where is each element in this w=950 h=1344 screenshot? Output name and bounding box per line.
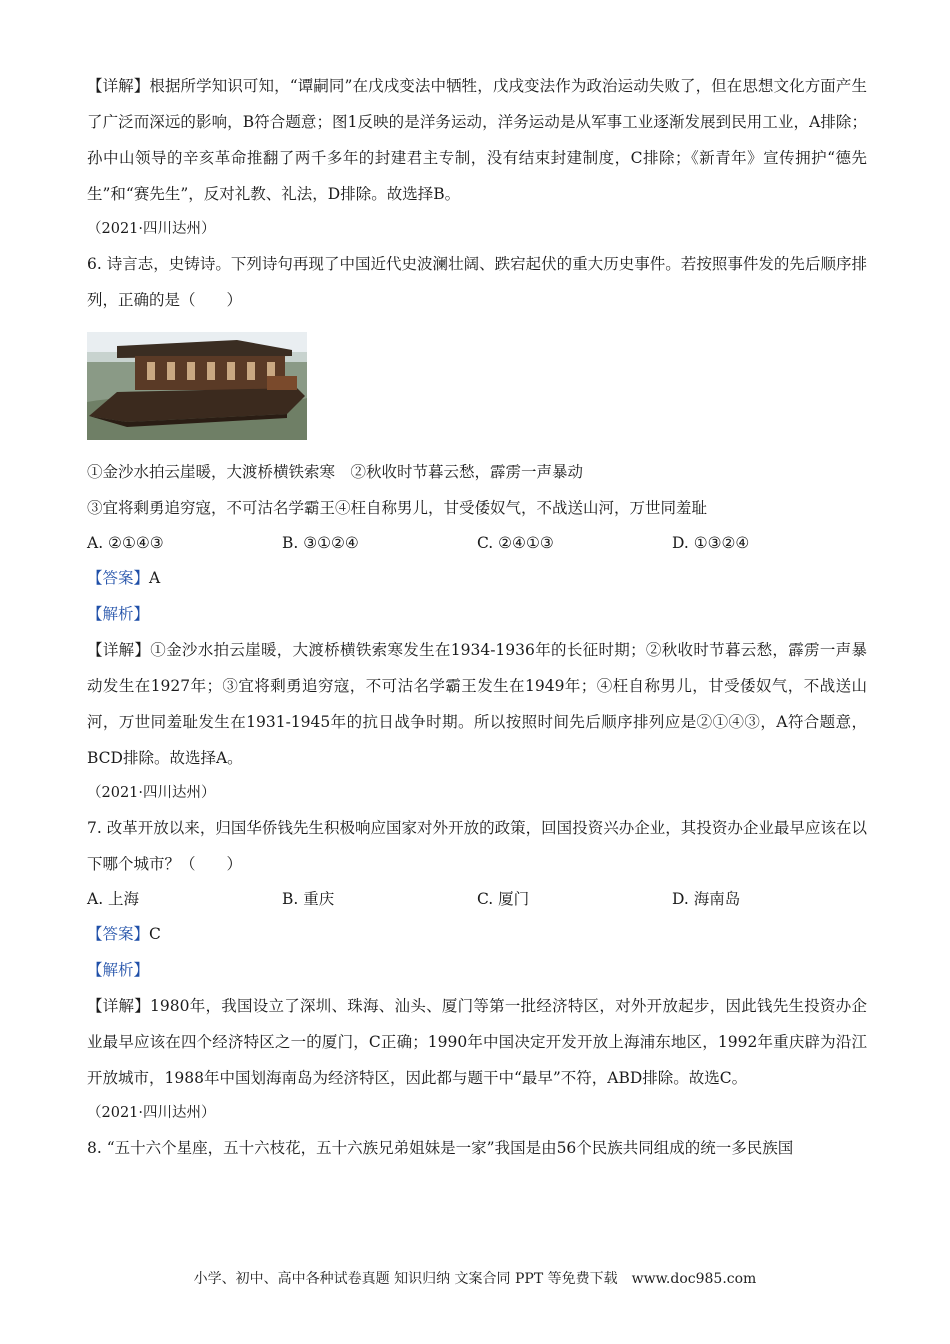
q7-analysis-label: 【解析】 (87, 961, 150, 979)
q7-option-b: B. 重庆 (282, 890, 335, 908)
q8-source: （2021·四川达州） (87, 1105, 216, 1121)
q6-option-c: C. ②④①③ (477, 534, 554, 552)
q7-option-c: C. 厦门 (477, 890, 530, 908)
q6-detail: 【详解】①金沙水拍云崖暖，大渡桥横铁索寒发生在1934-1936年的长征时期；②秋收时节暮云愁，霹雳一声暴动发生在1927年；③宜将剩勇追穷寇，不可沽名学霸王发生在1949年；④枉自称男儿，甘受倭奴气，不战送山河，万世同羞耻发生在1931-1945年的抗日战争时期。所以按照时间先后顺序排列应是②①④③，A符合题意，BCD排除。故选择A。 (87, 641, 867, 767)
q7-stem: 7. 改革开放以来，归国华侨钱先生积极响应国家对外开放的政策，回国投资兴办企业，其投资办企业最早应该在以下哪个城市？（ ） (87, 819, 867, 873)
q6-poem-line-1: ①金沙水拍云崖暖，大渡桥横铁索寒 ②秋收时节暮云愁，霹雳一声暴动 (87, 463, 584, 481)
q6-source: （2021·四川达州） (87, 221, 216, 237)
q6-stem: 6. 诗言志，史铸诗。下列诗句再现了中国近代史波澜壮阔、跌宕起伏的重大历史事件。若按照事件发的先后顺序排列，正确的是（ ） (87, 255, 867, 309)
page-footer: 小学、初中、高中各种试卷真题 知识归纳 文案合同 PPT 等免费下载 www.doc985.com (193, 1271, 757, 1287)
q6-options (87, 526, 867, 560)
q6-option-b: B. ③①②④ (282, 534, 359, 552)
q6-answer-value: A (149, 569, 161, 587)
document-page (87, 68, 867, 1166)
q6-option-a: A. ②①④③ (87, 534, 164, 552)
q7-answer-label: 【答案】 (87, 925, 150, 943)
q5-detail: 【详解】根据所学知识可知，“谭嗣同”在戊戌变法中牺牲，戊戌变法作为政治运动失败了，但在思想文化方面产生了广泛而深远的影响，B符合题意；图1反映的是洋务运动，洋务运动是从军事工业逐渐发展到民用工业，A排除；孙中山领导的辛亥革命推翻了两千多年的封建君主专制，没有结束封建制度，C排除；《新青年》宣传拥护“德先生”和“赛先生”，反对礼教、礼法，D排除。故选择B。 (87, 77, 867, 203)
q7-option-d: D. 海南岛 (672, 890, 741, 908)
q6-answer (87, 560, 867, 596)
q7-option-a: A. 上海 (87, 890, 140, 908)
q7-source: （2021·四川达州） (87, 785, 216, 801)
q7-answer-value: C (149, 925, 161, 943)
q6-poem-line-2: ③宜将剩勇追穷寇，不可沽名学霸王④枉自称男儿，甘受倭奴气，不战送山河，万世同羞耻 (87, 499, 708, 517)
q6-analysis-label: 【解析】 (87, 605, 150, 623)
q6-answer-label: 【答案】 (87, 569, 150, 587)
boat-photo (87, 332, 307, 440)
q7-detail: 【详解】1980年，我国设立了深圳、珠海、汕头、厦门等第一批经济特区，对外开放起步，因此钱先生投资办企业最早应该在四个经济特区之一的厦门，C正确；1990年中国决定开发开放上海浦东地区，1992年重庆辟为沿江开放城市，1988年中国划海南岛为经济特区，因此都与题干中“最早”不符，ABD排除。故选C。 (87, 997, 867, 1087)
q7-options (87, 882, 867, 916)
q6-option-d: D. ①③②④ (672, 534, 750, 552)
q7-answer (87, 916, 867, 952)
q8-stem: 8. “五十六个星座，五十六枝花，五十六族兄弟姐妹是一家”我国是由56个民族共同组成的统一多民族国 (87, 1139, 794, 1157)
